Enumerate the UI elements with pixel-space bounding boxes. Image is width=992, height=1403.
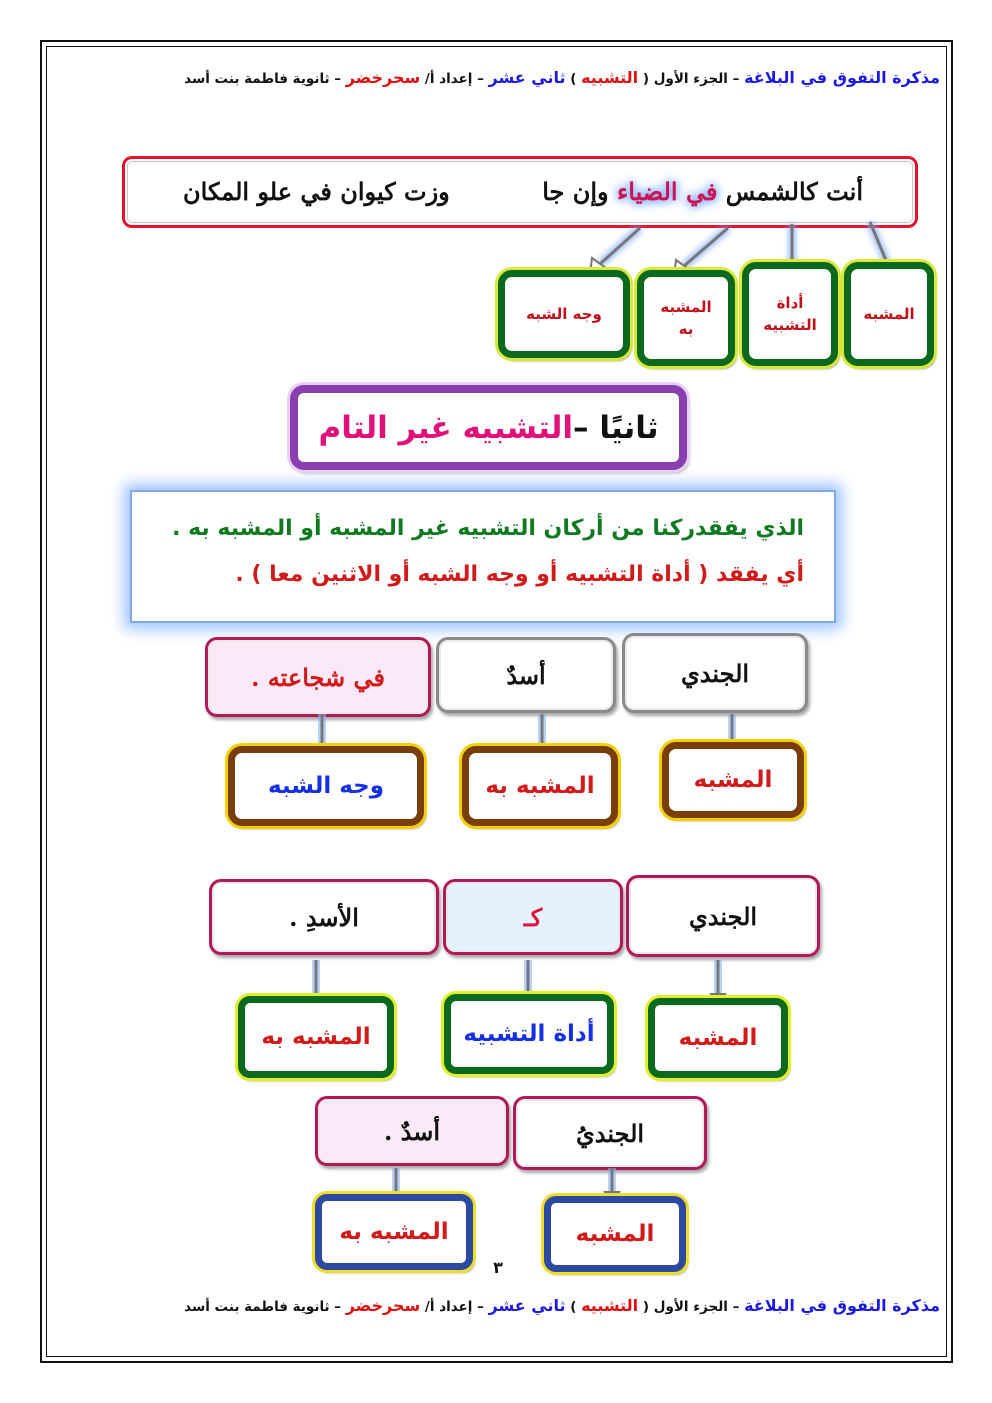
example3-word-mushabbah-bih: أسدٌ . (315, 1096, 509, 1166)
example2-label-mushabbah (648, 998, 788, 1078)
arrow-mushabbah-bih (684, 228, 728, 266)
label-mushabbah-bih (637, 270, 735, 366)
label-line: أداة (776, 293, 804, 312)
label-line: به (678, 320, 694, 338)
header-topic: التشبيه (581, 68, 639, 87)
example3-label-mushabbah (544, 1196, 686, 1272)
footer-topic: التشبيه (581, 1296, 639, 1315)
example1-label-mushabbah-bih (462, 746, 618, 826)
verse-highlight: في الضياء (616, 177, 718, 206)
header-author: سحرخضر (345, 68, 421, 87)
page-footer (60, 1294, 940, 1318)
definition-line-2: أي يفقد ( أداة التشبيه أو وجه الشبه أو الاثنين معا ) . (235, 562, 804, 587)
label-text: المشبه به (485, 773, 595, 799)
footer-title: مذكرة التفوق في البلاغة (744, 1296, 940, 1315)
label-mushabbah (844, 262, 934, 366)
label-adat (742, 262, 838, 366)
header-school: – ثانوية فاطمة بنت أسد (184, 71, 346, 87)
title-prefix: ثانيًا – (573, 409, 659, 446)
example1-word-mushabbah: الجندي (622, 633, 808, 713)
example1-word-wajh: في شجاعته . (205, 637, 431, 717)
label-text (763, 292, 817, 337)
label-text: المشبه (678, 1025, 758, 1051)
section-title (290, 385, 687, 470)
header-grade: ثاني عشر (488, 68, 566, 87)
example1-label-mushabbah (662, 742, 804, 818)
label-text: المشبه (575, 1221, 655, 1247)
header-title: مذكرة التفوق في البلاغة (744, 68, 940, 87)
label-text: المشبه (863, 304, 915, 323)
footer-grade: ثاني عشر (488, 1296, 566, 1315)
verse-second-hemistich: وزت كيوان في علو المكان (183, 177, 450, 206)
title-main: التشبيه غير التام (318, 409, 574, 446)
definition-line-1: الذي يفقدركنا من أركان التشبيه غير المشبه أو المشبه به . (172, 516, 804, 541)
label-text (660, 296, 711, 341)
verse-first-hemistich (542, 177, 863, 206)
example2-label-adat (444, 994, 614, 1074)
definition-box (130, 490, 836, 623)
footer-part: ) (565, 1299, 582, 1315)
page-number: ٣ (493, 1258, 503, 1277)
verse-text: أنت كالشمس (717, 177, 863, 206)
footer-school: – ثانوية فاطمة بنت أسد (184, 1299, 346, 1315)
header-part: ) (565, 71, 582, 87)
verse-box (122, 156, 918, 228)
example3-word-mushabbah: الجنديُ (513, 1096, 707, 1170)
label-line: المشبه (660, 297, 712, 316)
example2-label-mushabbah-bih (238, 996, 394, 1078)
example3-label-mushabbah-bih (315, 1194, 473, 1270)
footer-part: – الجزء الأول ( (638, 1299, 745, 1315)
label-text: وجه الشبه (526, 304, 602, 323)
label-wajh (498, 270, 630, 358)
example2-word-mushabbah-bih: الأسدِ . (209, 879, 439, 955)
header-part: – إعداد أ/ (420, 71, 489, 87)
label-text: وجه الشبه (267, 773, 385, 799)
example1-label-wajh (228, 746, 424, 826)
label-line: التشبيه (763, 316, 817, 334)
label-text: أداة التشبيه (463, 1021, 595, 1047)
page-header (60, 66, 940, 90)
arrow-wajh (600, 228, 640, 264)
footer-part: – إعداد أ/ (420, 1299, 489, 1315)
label-text: المشبه (693, 767, 773, 793)
verse-text: وإن جا (542, 177, 617, 206)
label-text: المشبه به (339, 1219, 449, 1245)
label-text: المشبه به (261, 1024, 371, 1050)
header-part: – الجزء الأول ( (638, 71, 745, 87)
footer-author: سحرخضر (345, 1296, 421, 1315)
example2-word-mushabbah: الجندي (626, 875, 820, 957)
example2-word-adat: كـ (443, 879, 623, 955)
example1-word-mushabbah-bih: أسدٌ (436, 637, 616, 713)
